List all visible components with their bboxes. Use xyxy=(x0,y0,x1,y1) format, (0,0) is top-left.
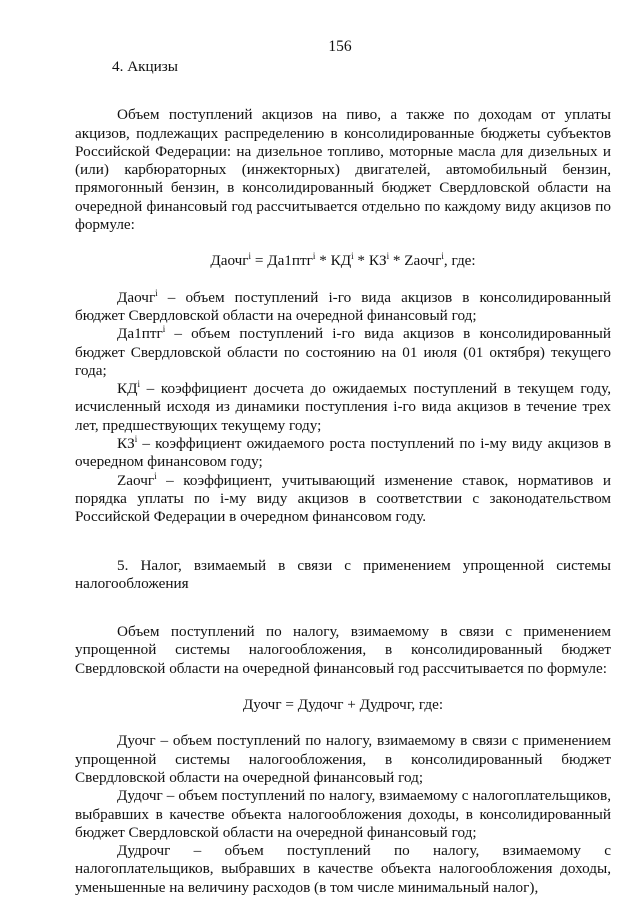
definition-term: КД xyxy=(117,380,138,398)
definition-text: – коэффициент ожидаемого роста поступлений по i-му виду акцизов в очередном финансовом году; xyxy=(75,435,611,471)
definition-text: – объем поступлений по налогу, взимаемому в связи с применением упрощенной системы налогообложения, в консолидированный бюджет Свердловской области на очередной финансовый год; xyxy=(75,732,611,786)
page-number: 156 xyxy=(328,38,352,55)
formula-index: i xyxy=(312,251,316,262)
section-4-heading: 4. Акцизы xyxy=(112,58,178,75)
definition-term: Дуочг xyxy=(117,732,156,750)
definition-term: Zаочг xyxy=(117,471,155,489)
formula-part: * КЗ xyxy=(353,252,387,270)
formula-index: i xyxy=(248,251,252,262)
definition-item xyxy=(75,732,611,787)
definition-item xyxy=(75,289,611,326)
definition-item xyxy=(75,787,611,842)
definition-text: – коэффициент досчета до ожидаемых поступлений в текущем году, исчисленный исходя из динамики поступления i-го вида акцизов в течение трех лет, предшествующих текущему году; xyxy=(75,380,611,434)
definition-text: – объем поступлений по налогу, взимаемому с налогоплательщиков, выбравших в качестве объекта налогообложения доходы, уменьшенные на величину расходов (в том числе минимальный налог), xyxy=(75,842,611,896)
definition-text: – объем поступлений i-го вида акцизов в консолидированный бюджет Свердловской области по состоянию на 01 июля (01 октября) текущего года; xyxy=(75,325,611,379)
definition-text: – объем поступлений i-го вида акцизов в консолидированный бюджет Свердловской области на очередной финансовый год; xyxy=(75,288,611,324)
term-index: i xyxy=(155,287,158,298)
section-4-formula xyxy=(75,252,611,270)
section-5-formula: Дуочг = Дудочг + Дудрочг, где: xyxy=(242,696,444,714)
formula-part: = Да1птг xyxy=(251,252,313,270)
formula-index: i xyxy=(441,251,444,262)
definition-item xyxy=(75,842,611,897)
definition-item xyxy=(75,435,611,472)
formula-index: i xyxy=(386,251,390,262)
term-index: i xyxy=(134,433,138,444)
formula-index: i xyxy=(351,251,354,262)
definition-text: – коэффициент, учитывающий изменение ставок, нормативов и порядка уплаты по i-му виду акцизов в соответствии с законодательством Российской Федерации в очередном финансовом году. xyxy=(75,471,611,526)
definition-term: Дудрочг xyxy=(117,842,171,860)
formula-part: * КД xyxy=(315,252,352,270)
definition-term: Да1птг xyxy=(117,325,163,343)
definition-item xyxy=(75,472,611,527)
definition-term: КЗ xyxy=(117,435,135,453)
definition-term: Даочг xyxy=(117,288,156,306)
formula-part: , где: xyxy=(443,252,476,270)
term-index: i xyxy=(162,324,166,335)
page-content xyxy=(75,58,611,897)
definition-item xyxy=(75,325,611,380)
section-4-intro: Объем поступлений акцизов на пиво, а также по доходам от уплаты акцизов, подлежащих распределению в консолидированные бюджеты субъектов Российской Федерации: на дизельное топливо, моторные масла для дизельных и (или) карбюраторных (инжекторных) двигателей, автомобильный бензин, прямогонный бензин, в консолидированный бюджет Свердловской области на очередной финансовый год рассчитывается отдельно по каждому виду акцизов по формуле: xyxy=(75,106,611,234)
section-5-heading: 5. Налог, взимаемый в связи с применением упрощенной системы налогообложения xyxy=(75,556,611,592)
definition-text: – объем поступлений по налогу, взимаемому с налогоплательщиков, выбравших в качестве объекта налогообложения доходы, в консолидированный бюджет Свердловской области на очередной финансовый год; xyxy=(75,787,611,841)
section-5-intro: Объем поступлений по налогу, взимаемому в связи с применением упрощенной системы налогообложения, в консолидированный бюджет Свердловской области на очередной финансовый год рассчитывается по формуле: xyxy=(75,623,611,677)
term-index: i xyxy=(137,379,141,390)
formula-part: * Zаочг xyxy=(389,252,442,270)
definition-item xyxy=(75,380,611,435)
term-index: i xyxy=(154,470,157,481)
definition-term: Дудочг xyxy=(117,787,163,805)
formula-part: Даочг xyxy=(210,252,249,270)
